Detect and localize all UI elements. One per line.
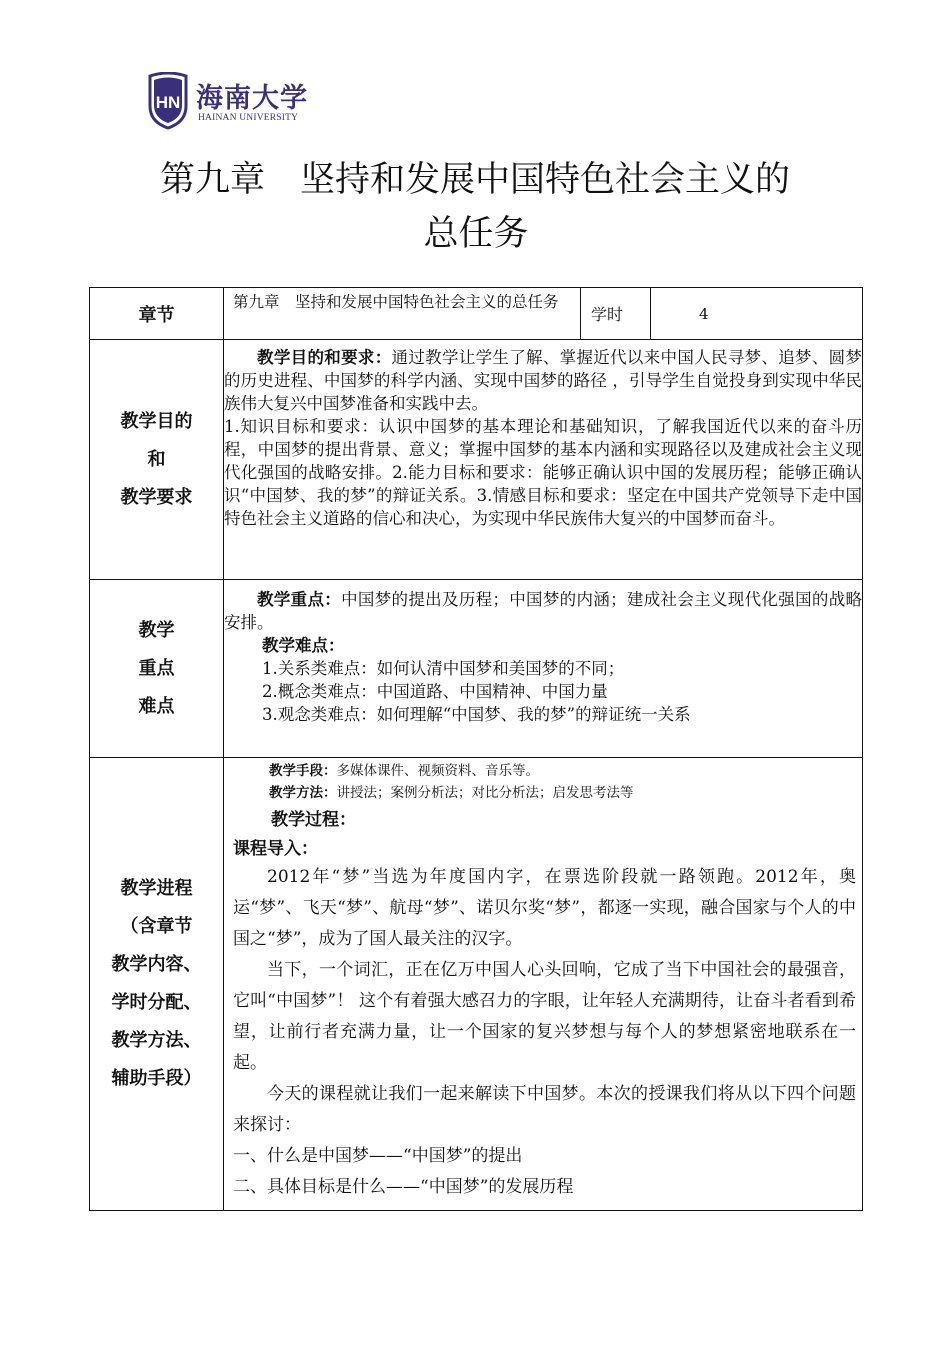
key-points-text: 中国梦的提出及历程；中国梦的内涵；建成社会主义现代化强国的战略安排。 — [224, 590, 863, 632]
key-points-label-line: 教学 — [138, 619, 175, 641]
page-title-line2: 总任务 — [423, 214, 529, 254]
intro-paragraph-2: 当下，一个词汇，正在亿万中国人心头回响，它成了当下中国社会的最强音，它叫“中国梦”！ 这个有着强大感召力的字眼，让年轻人充满期待，让奋斗者看到希望，让前行者充满力量，让一个国家的复兴梦想与每个人的梦想紧密地联系在一起。 — [233, 960, 856, 1073]
key-points-content — [224, 580, 863, 758]
chapter-label: 章节 — [90, 288, 224, 340]
means-text: 多媒体课件、视频资料、音乐等。 — [336, 763, 539, 779]
objectives-body: 1.知识目标和要求：认识中国梦的基本理论和基础知识，了解我国近代以来的奋斗历程，中国梦的提出背景、意义；掌握中国梦的基本内涵和实现路径以及建成社会主义现代化强国的战略安排。2.能力目标和要求：能够正确认识中国的发展历程；能够正确认识“中国梦、我的梦”的辩证关系。3.情感目标和要求：坚定在中国共产党领导下走中国特色社会主义道路的信心和决心，为实现中华民族伟大复兴的中国梦而奋斗。 — [224, 417, 862, 528]
objectives-content — [224, 340, 863, 580]
logo-chinese-name: 海南大学 — [196, 83, 308, 114]
objectives-label — [90, 340, 224, 580]
objectives-intro: 通过教学让学生了解、掌握近代以来中国人民寻梦、追梦、圆梦的历史进程、中国梦的科学内涵、实现中国梦的路径 ，引导学生自觉投身到实现中华民族伟大复兴中国梦准备和实践中去。 — [224, 348, 863, 413]
process-label-line: （含章节 — [120, 916, 193, 937]
university-logo — [146, 72, 316, 134]
objectives-label-line: 和 — [147, 448, 166, 470]
chapter-value: 第九章 坚持和发展中国特色社会主义的总任务 — [224, 288, 581, 340]
process-label-line: 学时分配、 — [111, 992, 202, 1013]
row-objectives — [90, 340, 863, 580]
intro-paragraph-1: 2012年“梦”当选为年度国内字，在票选阶段就一路领跑。2012年，奥运“梦”、飞天“梦”、航母“梦”、诺贝尔奖“梦”，都逐一实现，融合国家与个人的中国之“梦”，成为了国人最关注的汉字。 — [233, 867, 856, 949]
hours-label: 学时 — [581, 288, 651, 340]
process-content — [224, 758, 863, 1211]
intro-paragraph-3: 今天的课程就让我们一起来解读下中国梦。本次的授课我们将从以下四个问题来探讨： — [233, 1084, 856, 1135]
method-heading: 教学方法： — [269, 785, 337, 801]
logo-english-name: HAINAN UNIVERSITY — [198, 113, 299, 123]
row-process — [90, 758, 863, 1211]
objectives-label-line: 教学要求 — [120, 486, 193, 508]
question-item: 二、具体目标是什么——“中国梦”的发展历程 — [233, 1177, 574, 1197]
objectives-heading: 教学目的和要求： — [257, 348, 392, 367]
process-label-line: 教学方法、 — [111, 1030, 202, 1051]
method-text: 讲授法；案例分析法；对比分析法；启发思考法等 — [336, 785, 634, 801]
process-heading: 教学过程： — [271, 810, 356, 830]
key-points-label — [90, 580, 224, 758]
objectives-label-line: 教学目的 — [120, 410, 193, 432]
process-label-line: 教学内容、 — [111, 954, 202, 975]
process-label-line: 教学进程 — [120, 878, 193, 899]
university-seal-icon — [146, 72, 190, 130]
row-chapter — [90, 288, 863, 340]
page-title-line1: 第九章 坚持和发展中国特色社会主义的 — [159, 160, 790, 200]
key-points-label-line: 重点 — [138, 657, 175, 679]
key-points-heading: 教学重点： — [257, 590, 342, 609]
difficulty-item: 2.概念类难点：中国道路、中国精神、中国力量 — [262, 682, 608, 701]
means-heading: 教学手段： — [269, 763, 337, 779]
hours-value: 4 — [651, 288, 863, 340]
logo-badge-text: HN — [155, 93, 181, 112]
process-label-line: 辅助手段） — [111, 1068, 202, 1089]
difficulty-item: 3.观念类难点：如何理解“中国梦、我的梦”的辩证统一关系 — [262, 705, 691, 724]
process-label — [90, 758, 224, 1211]
intro-heading: 课程导入： — [233, 839, 318, 859]
difficulty-item: 1.关系类难点：如何认清中国梦和美国梦的不同； — [262, 659, 625, 678]
question-item: 一、什么是中国梦——“中国梦”的提出 — [233, 1146, 523, 1166]
syllabus-table — [89, 287, 863, 1211]
key-points-label-line: 难点 — [138, 695, 175, 717]
row-key-points — [90, 580, 863, 758]
difficulties-heading: 教学难点： — [262, 636, 345, 655]
